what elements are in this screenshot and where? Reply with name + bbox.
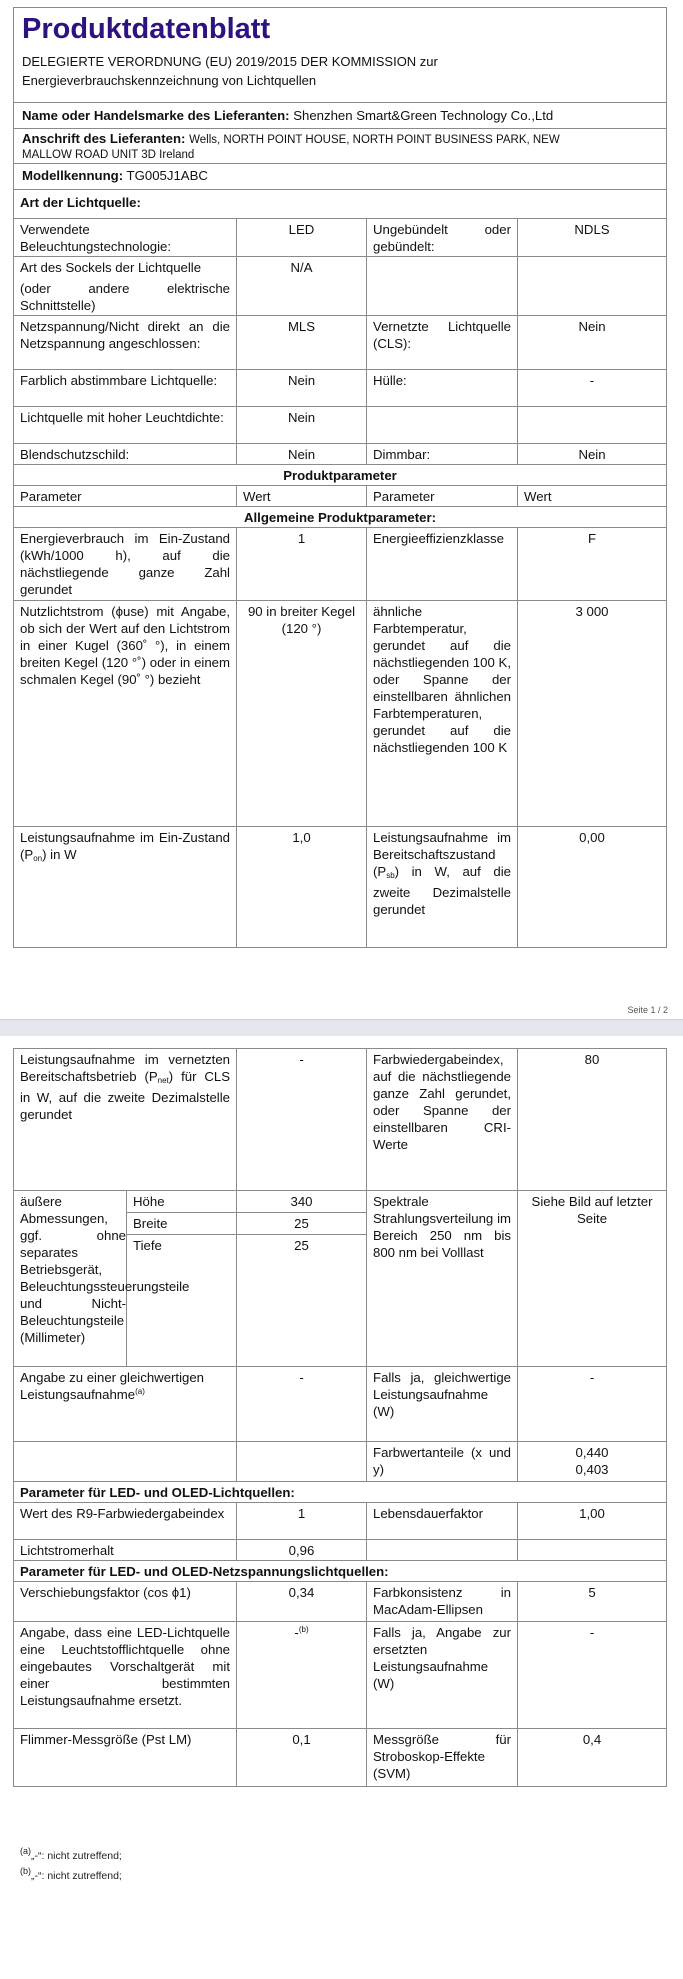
footnote-text: „-“: nicht zutreffend;: [31, 1870, 122, 1882]
param-value: F: [518, 528, 667, 601]
param-label: Wert des R9-Farbwiedergabeindex: [14, 1503, 237, 1540]
empty-cell: [518, 407, 667, 444]
param-label: Angabe, dass eine LED-Lichtquelle eine Leuchtstofflichtquelle ohne eingebautes Vorschaltgerät mit einer bestimmten Leistungsaufnahme ersetzt.: [14, 1622, 237, 1729]
table-row: [14, 257, 667, 316]
table-row: [14, 1582, 667, 1622]
param-label: Farblich abstimmbare Lichtquelle:: [14, 370, 237, 407]
param-label: Ungebündelt oder gebündelt:: [367, 219, 518, 257]
table-row: [14, 1442, 667, 1482]
param-label-text: Leistungsaufnahme im vernetzten Bereitschaftsbetrieb (P: [20, 1052, 231, 1084]
param-label: Blendschutzschild:: [14, 444, 237, 465]
empty-cell: [367, 257, 518, 316]
param-label: ähnliche Farbtemperatur, gerundet auf die nächstliegenden 100 K, oder Spanne der einstellbaren ähnlichen Farbtemperaturen, gerundet auf die nächstliegenden 100 K: [367, 601, 518, 827]
param-value: 0,96: [237, 1540, 367, 1561]
param-label: Farbkonsistenz in MacAdam-Ellipsen: [367, 1582, 518, 1622]
param-value: -: [237, 1367, 367, 1442]
param-value: 0,00: [518, 827, 667, 948]
led-parameters-heading: Parameter für LED- und OLED-Lichtquellen:: [14, 1482, 667, 1503]
footnote-marker: (b): [298, 1625, 309, 1634]
table-row: [14, 1367, 667, 1442]
light-source-heading: Art der Lichtquelle:: [14, 190, 667, 219]
param-value: Nein: [237, 407, 367, 444]
table-row: [14, 370, 667, 407]
subscript: net: [157, 1076, 169, 1085]
table-row: [14, 528, 667, 601]
footnote-marker: (b): [20, 1866, 31, 1876]
chromaticity-y: 0,403: [575, 1462, 609, 1477]
param-label: [14, 1367, 237, 1442]
dimensions-label: äußere Abmessungen, ggf. ohne separates Betriebsgerät, Beleuchtungssteuerungsteile und Nicht-Beleuchtungsteile (Millimeter): [14, 1191, 127, 1367]
subscript: on: [33, 854, 43, 863]
param-value: MLS: [237, 316, 367, 370]
table-row: [14, 316, 667, 370]
dimension-label: Tiefe: [127, 1235, 237, 1367]
page-title: Produktdatenblatt: [22, 13, 271, 45]
supplier-label: Name oder Handelsmarke des Lieferanten:: [22, 108, 290, 123]
regulation-line-1: DELEGIERTE VERORDNUNG (EU) 2019/2015 DER KOMMISSION zur: [22, 54, 438, 69]
param-value: Nein: [518, 444, 667, 465]
product-parameters-heading: Produktparameter: [14, 465, 667, 486]
param-label: Energieverbrauch im Ein-Zustand (kWh/1000 h), auf die nächstliegende ganze Zahl gerundet: [14, 528, 237, 601]
table-row: [14, 1622, 667, 1729]
datasheet-page-1: [13, 7, 666, 948]
dimension-value: 25: [237, 1235, 367, 1367]
footnote-text: „-“: nicht zutreffend;: [31, 1850, 122, 1862]
general-parameters-heading: Allgemeine Produktparameter:: [14, 507, 667, 528]
param-value: 0,34: [237, 1582, 367, 1622]
mains-parameters-heading: Parameter für LED- und OLED-Netzspannungslichtquellen:: [14, 1561, 667, 1582]
dimension-label: Breite: [127, 1213, 237, 1235]
empty-cell: [518, 1540, 667, 1561]
footnote-marker: (a): [20, 1846, 31, 1856]
mains-heading-row: [14, 1561, 667, 1582]
empty-cell: [518, 257, 667, 316]
light-source-heading-row: [14, 190, 667, 219]
param-value: Nein: [237, 444, 367, 465]
param-label: Verwendete Beleuchtungstechnologie:: [14, 219, 237, 257]
datasheet-page-2: [13, 1048, 666, 1787]
param-value: 80: [518, 1049, 667, 1191]
dimension-value: 25: [237, 1213, 367, 1235]
param-value: Nein: [237, 370, 367, 407]
table-row: [14, 827, 667, 948]
param-value: 90 in breiter Kegel (120 °): [237, 601, 367, 827]
param-label: Falls ja, Angabe zur ersetzten Leistungsaufnahme (W): [367, 1622, 518, 1729]
param-value: 1: [237, 528, 367, 601]
page-separator: [0, 1019, 683, 1036]
footnote: [20, 1846, 122, 1862]
column-header-value: Wert: [518, 486, 667, 507]
param-label-text: Leistungsaufnahme im Ein-Zustand (P: [20, 830, 230, 862]
param-label: Flimmer-Messgröße (Pst LM): [14, 1729, 237, 1787]
param-label: Hülle:: [367, 370, 518, 407]
param-label: Dimmbar:: [367, 444, 518, 465]
param-value: 1,00: [518, 1503, 667, 1540]
model-row: [14, 164, 667, 190]
table-row: [14, 407, 667, 444]
param-label-text: Leistungsaufnahme im Bereitschaftszustand (P: [373, 830, 511, 879]
table-row: [14, 1729, 667, 1787]
chromaticity-x: 0,440: [575, 1445, 609, 1460]
param-value: LED: [237, 219, 367, 257]
address-row: [14, 129, 667, 164]
datasheet-table-page-2: [13, 1048, 667, 1787]
param-label: Vernetzte Lichtquelle (CLS):: [367, 316, 518, 370]
param-value: N/A: [237, 257, 367, 316]
model-value: TG005J1ABC: [126, 168, 208, 183]
datasheet-table-page-1: [13, 7, 667, 948]
supplier-row: [14, 103, 667, 129]
param-label: Lichtquelle mit hoher Leuchtdichte:: [14, 407, 237, 444]
param-label-text: ) für CLS in W, auf die zweite Dezimalstelle gerundet: [20, 1069, 231, 1122]
param-label: Messgröße für Stroboskop-Effekte (SVM): [367, 1729, 518, 1787]
param-label: Netzspannung/Nicht direkt an die Netzspannung angeschlossen:: [14, 316, 237, 370]
param-value: 0,1: [237, 1729, 367, 1787]
title-row: [14, 8, 667, 103]
empty-cell: [367, 1540, 518, 1561]
footnote-marker: (a): [135, 1387, 145, 1396]
param-value: 0,4: [518, 1729, 667, 1787]
param-label: [14, 1049, 237, 1191]
footnote: [20, 1866, 122, 1882]
param-value: 5: [518, 1582, 667, 1622]
param-label: Art des Sockels der Lichtquelle: [20, 260, 202, 275]
param-value: [237, 1622, 367, 1729]
dimension-label: Höhe: [127, 1191, 237, 1213]
param-value: 1: [237, 1503, 367, 1540]
param-label: Farbwertanteile (x und y): [367, 1442, 518, 1482]
column-header-parameter: Parameter: [367, 486, 518, 507]
subscript: sb: [386, 871, 395, 880]
param-value: 1,0: [237, 827, 367, 948]
empty-cell: [237, 1442, 367, 1482]
general-parameters-heading-row: [14, 507, 667, 528]
page-indicator: Seite 1 / 2: [627, 1005, 668, 1015]
table-row: [14, 444, 667, 465]
param-value: 3 000: [518, 601, 667, 827]
table-row: [14, 219, 667, 257]
model-label: Modellkennung:: [22, 168, 124, 183]
supplier-value: Shenzhen Smart&Green Technology Co.,Ltd: [293, 108, 554, 123]
product-parameters-heading-row: [14, 465, 667, 486]
table-row: [14, 1503, 667, 1540]
param-label: Energieeffizienzklasse: [367, 528, 518, 601]
param-label: Falls ja, gleichwertige Leistungsaufnahme (W): [367, 1367, 518, 1442]
param-label: Verschiebungsfaktor (cos ϕ1): [14, 1582, 237, 1622]
led-heading-row: [14, 1482, 667, 1503]
address-value-line-2: MALLOW ROAD UNIT 3D Ireland: [22, 149, 195, 161]
param-value: -: [518, 1622, 667, 1729]
column-header-row: [14, 486, 667, 507]
empty-cell: [14, 1442, 237, 1482]
param-label: Lichtstromerhalt: [14, 1540, 237, 1561]
param-label: [14, 827, 237, 948]
param-value: NDLS: [518, 219, 667, 257]
param-value: [518, 1442, 667, 1482]
param-label: [367, 827, 518, 948]
dimension-row-height: [14, 1191, 667, 1213]
param-value: -: [237, 1049, 367, 1191]
regulation-line-2: Energieverbrauchskennzeichnung von Lichtquellen: [22, 73, 317, 88]
dimension-value: 340: [237, 1191, 367, 1213]
param-label: Farbwiedergabeindex, auf die nächstliegende ganze Zahl gerundet, oder Spanne der einstellbaren CRI-Werte: [367, 1049, 518, 1191]
param-label: Spektrale Strahlungsverteilung im Bereich 250 nm bis 800 nm bei Volllast: [367, 1191, 518, 1367]
param-value: -: [518, 1367, 667, 1442]
param-value: Nein: [518, 316, 667, 370]
param-label: Lebensdauerfaktor: [367, 1503, 518, 1540]
param-value: Siehe Bild auf letzter Seite: [518, 1191, 667, 1367]
address-value-line-1: Wells, NORTH POINT HOUSE, NORTH POINT BUSINESS PARK, NEW: [189, 134, 560, 146]
param-label-text: ) in W, auf die zweite Dezimalstelle gerundet: [373, 864, 511, 917]
param-value: -: [518, 370, 667, 407]
param-label: Nutzlichtstrom (ϕuse) mit Angabe, ob sich der Wert auf den Lichtstrom in einer Kugel (360˚ °), in einem breiten Kegel (120 °˚) oder in einem schmalen Kegel (90˚ °) bezieht: [14, 601, 237, 827]
table-row: [14, 601, 667, 827]
param-label-text: ) in W: [42, 847, 77, 862]
param-label-note: (oder andere elektrische Schnittstelle): [20, 281, 230, 313]
param-label-text: Angabe zu einer gleichwertigen Leistungsaufnahme: [20, 1370, 205, 1402]
address-label: Anschrift des Lieferanten:: [22, 131, 186, 146]
empty-cell: [367, 407, 518, 444]
column-header-parameter: Parameter: [14, 486, 237, 507]
column-header-value: Wert: [237, 486, 367, 507]
table-row: [14, 1049, 667, 1191]
table-row: [14, 1540, 667, 1561]
param-value-text: -: [294, 1625, 299, 1640]
